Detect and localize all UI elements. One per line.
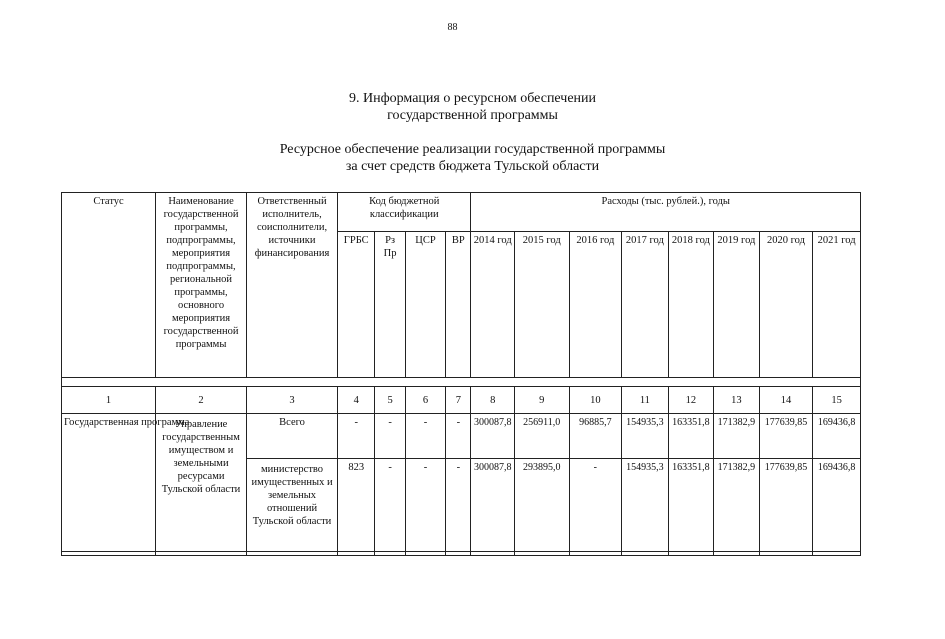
header-vr: ВР bbox=[446, 232, 471, 378]
row-value: 300087,8 bbox=[471, 459, 514, 556]
header-year: 2018 год bbox=[668, 232, 714, 378]
resource-table bbox=[61, 192, 861, 556]
row-rz-pr: - bbox=[375, 459, 405, 556]
header-year: 2020 год bbox=[759, 232, 813, 378]
column-number: 9 bbox=[514, 387, 569, 414]
row-value: 293895,0 bbox=[514, 459, 569, 556]
row-value: 96885,7 bbox=[569, 414, 622, 459]
row-value: 300087,8 bbox=[471, 414, 514, 459]
header-year: 2015 год bbox=[514, 232, 569, 378]
row-rz-pr: - bbox=[375, 414, 405, 459]
column-number: 8 bbox=[471, 387, 514, 414]
header-rz-pr: Рз Пр bbox=[375, 232, 405, 378]
row-status: Государственная программа bbox=[62, 414, 156, 556]
row-value: 163351,8 bbox=[668, 414, 714, 459]
row-grbs: 823 bbox=[338, 459, 375, 556]
header-year: 2017 год bbox=[622, 232, 669, 378]
table-row bbox=[62, 414, 861, 459]
row-value: 256911,0 bbox=[514, 414, 569, 459]
section-title bbox=[0, 90, 945, 124]
column-number: 13 bbox=[714, 387, 760, 414]
header-year: 2016 год bbox=[569, 232, 622, 378]
row-value: 171382,9 bbox=[714, 459, 760, 556]
column-number: 15 bbox=[813, 387, 861, 414]
row-value: 177639,85 bbox=[759, 414, 813, 459]
column-number: 12 bbox=[668, 387, 714, 414]
column-number: 4 bbox=[338, 387, 375, 414]
row-vr: - bbox=[446, 459, 471, 556]
column-number: 11 bbox=[622, 387, 669, 414]
row-value: 154935,3 bbox=[622, 414, 669, 459]
header-budget-code: Код бюджетной классификации bbox=[338, 193, 471, 232]
row-executor: Всего bbox=[247, 414, 338, 459]
column-number: 2 bbox=[156, 387, 247, 414]
column-number: 3 bbox=[247, 387, 338, 414]
header-grbs: ГРБС bbox=[338, 232, 375, 378]
header-year: 2014 год bbox=[471, 232, 514, 378]
page-number: 88 bbox=[447, 22, 458, 33]
row-grbs: - bbox=[338, 414, 375, 459]
row-value: 154935,3 bbox=[622, 459, 669, 556]
column-number: 1 bbox=[62, 387, 156, 414]
row-value: 163351,8 bbox=[668, 459, 714, 556]
column-number: 7 bbox=[446, 387, 471, 414]
table-title-line2: за счет средств бюджета Тульской области bbox=[345, 159, 600, 174]
header-year: 2019 год bbox=[714, 232, 760, 378]
header-name: Наименование государственной программы, подпрограммы, мероприятия подпрограммы, региональной программы, основного мероприятия государственной программы bbox=[156, 193, 247, 378]
header-expenses: Расходы (тыс. рублей.), годы bbox=[471, 193, 861, 232]
row-csr: - bbox=[405, 414, 445, 459]
header-row-1 bbox=[62, 193, 861, 232]
header-executor: Ответственный исполнитель, соисполнители, источники финансирования bbox=[247, 193, 338, 378]
header-spacer bbox=[62, 378, 861, 387]
column-number: 5 bbox=[375, 387, 405, 414]
header-csr: ЦСР bbox=[405, 232, 445, 378]
column-number: 10 bbox=[569, 387, 622, 414]
header-status: Статус bbox=[62, 193, 156, 378]
section-title-line1: 9. Информация о ресурсном обеспечении bbox=[348, 91, 597, 106]
row-vr: - bbox=[446, 414, 471, 459]
table-title bbox=[0, 141, 945, 175]
column-numbers-row bbox=[62, 387, 861, 414]
section-title-line2: государственной программы bbox=[387, 108, 558, 123]
row-csr: - bbox=[405, 459, 445, 556]
column-number: 6 bbox=[405, 387, 445, 414]
header-year: 2021 год bbox=[813, 232, 861, 378]
row-value: 169436,8 bbox=[813, 414, 861, 459]
row-executor: министерство имущественных и земельных отношений Тульской области bbox=[247, 459, 338, 556]
table-title-line1: Ресурсное обеспечение реализации государственной программы bbox=[279, 142, 666, 157]
row-value: 177639,85 bbox=[759, 459, 813, 556]
row-value: 171382,9 bbox=[714, 414, 760, 459]
row-value: - bbox=[569, 459, 622, 556]
row-name: Управление государственным имуществом и земельными ресурсами Тульской области bbox=[156, 414, 247, 556]
row-value: 169436,8 bbox=[813, 459, 861, 556]
column-number: 14 bbox=[759, 387, 813, 414]
